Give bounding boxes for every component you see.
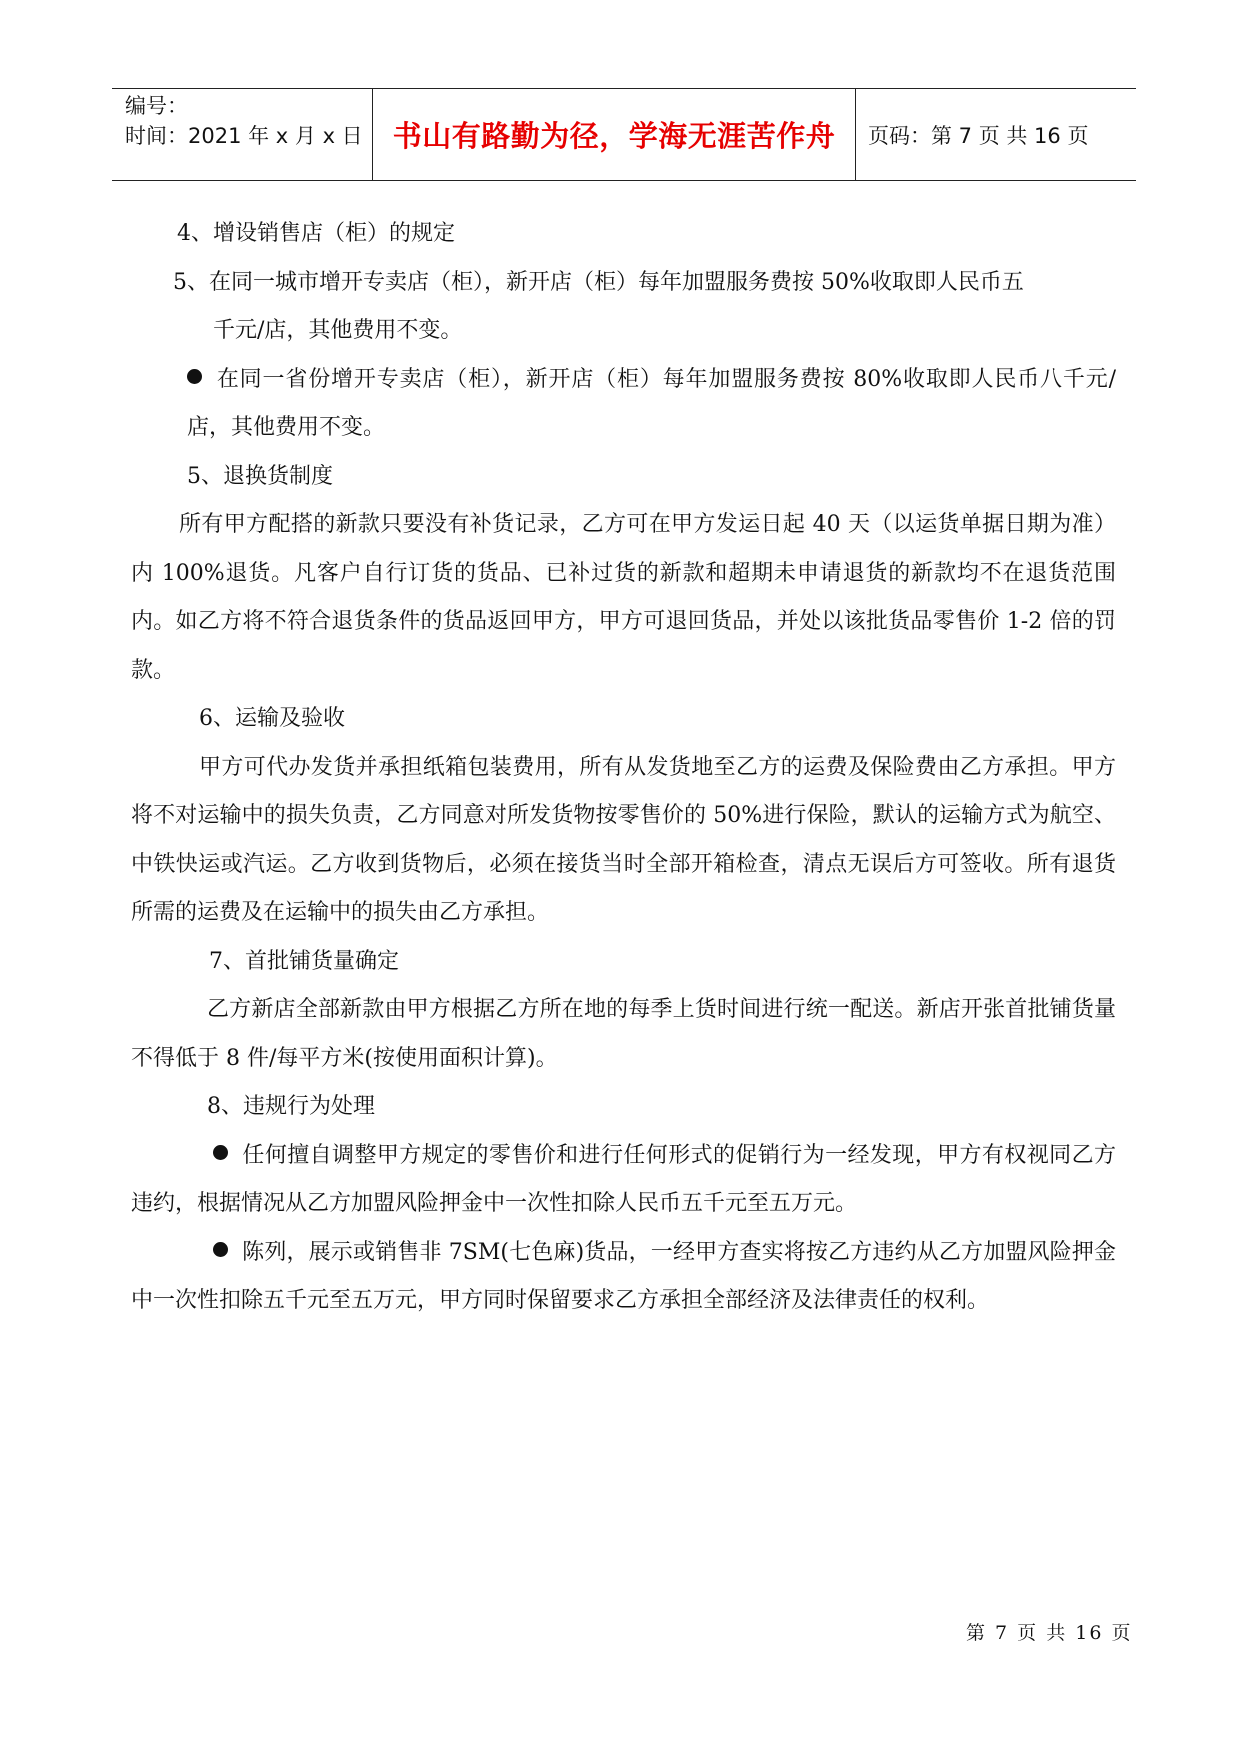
header-page-info: 页码：第 7 页 共 16 页 [868, 123, 1089, 148]
paragraph-first-batch: 乙方新店全部新款由甲方根据乙方所在地的每季上货时间进行统一配送。新店开张首批铺货量不得低于 8 件/每平方米(按使用面积计算)。 [131, 997, 1116, 1071]
bullet-text-province: 在同一省份增开专卖店（柜），新开店（柜）每年加盟服务费按 80%收取即人民币八千元/店，其他费用不变。 [187, 366, 1116, 440]
clause-5-line2: 千元/店，其他费用不变。 [213, 318, 463, 343]
section-heading-violations: 8、违规行为处理 [207, 1094, 375, 1119]
paragraph-transport: 甲方可代办发货并承担纸箱包装费用，所有从发货地至乙方的运费及保险费由乙方承担。甲方将不对运输中的损失负责，乙方同意对所发货物按零售价的 50%进行保险，默认的运输方式为航空、中铁快运或汽运。乙方收到货物后，必须在接货当时全部开箱检查，清点无误后方可签收。所有退货所需的运费及在运输中的损失由乙方承担。 [131, 754, 1116, 925]
section-heading-first-batch: 7、首批铺货量确定 [209, 948, 399, 974]
header-motto: 书山有路勤为径，学海无涯苦作舟 [373, 89, 856, 180]
clause-5-line1: 5、在同一城市增开专卖店（柜），新开店（柜）每年加盟服务费按 50%收取即人民币五 [173, 269, 1024, 295]
bullet-text-pricing: 任何擅自调整甲方规定的零售价和进行任何形式的促销行为一经发现，甲方有权视同乙方违约，根据情况从乙方加盟风险押金中一次性扣除人民币五千元至五万元。 [131, 1142, 1116, 1216]
section-heading-transport: 6、运输及验收 [199, 706, 345, 731]
bullet-paragraph-display [131, 1229, 1116, 1326]
bullet-icon [187, 369, 202, 384]
paragraph-returns: 所有甲方配搭的新款只要没有补货记录，乙方可在甲方发运日起 40 天（以运货单据日期为准）内 100%退货。凡客户自行订货的货品、已补过货的新款和超期未申请退货的新款均不在退货范围内。如乙方将不符合退货条件的货品返回甲方，甲方可退回货品，并处以该批货品零售价 1-2 倍的罚款。 [131, 512, 1116, 683]
document-body [131, 210, 1116, 1326]
bullet-paragraph-province [131, 356, 1116, 453]
section-heading-returns: 5、退换货制度 [187, 463, 333, 489]
bullet-paragraph-pricing [131, 1132, 1116, 1229]
bullet-text-display: 陈列，展示或销售非 7SM(七色麻)货品，一经甲方查实将按乙方违约从乙方加盟风险押金中一次性扣除五千元至五万元，甲方同时保留要求乙方承担全部经济及法律责任的权利。 [131, 1239, 1116, 1313]
bullet-icon [213, 1145, 228, 1160]
section-heading-4: 4、增设销售店（柜）的规定 [177, 221, 455, 246]
header-date: 时间：2021 年 x 月 x 日 [125, 124, 363, 148]
page-footer: 第 7 页 共 16 页 [966, 1622, 1133, 1644]
bullet-icon [213, 1242, 228, 1257]
document-header [112, 88, 1136, 181]
header-meta [112, 89, 373, 180]
header-number-label: 编号： [125, 94, 188, 118]
